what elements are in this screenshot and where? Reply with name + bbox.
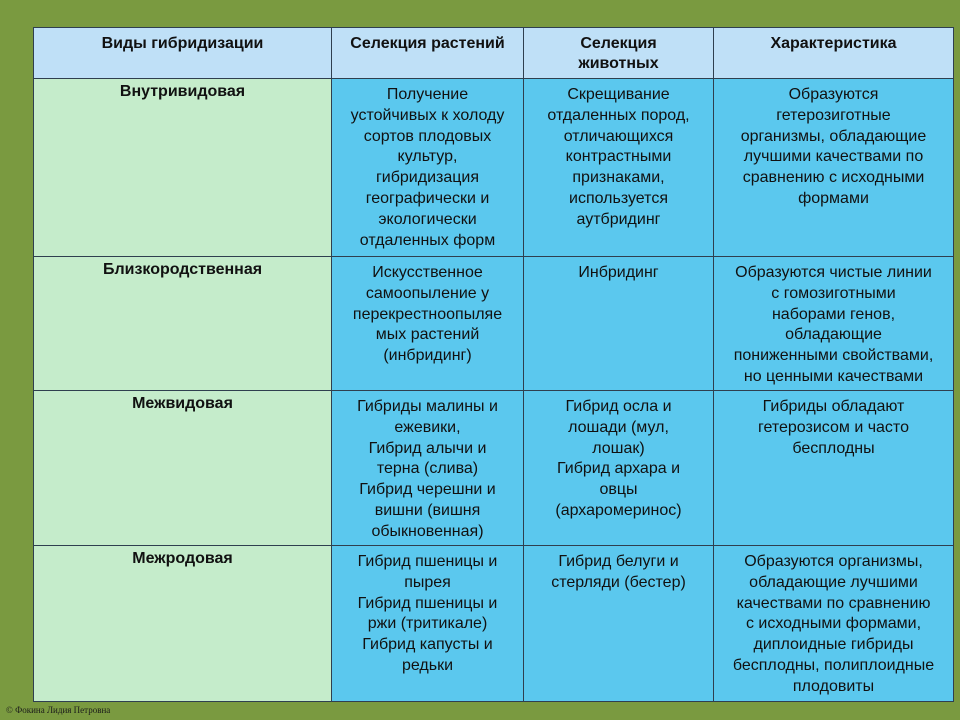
header-row [34,28,954,79]
animal-cell: Инбридинг [524,257,714,391]
animal-cell: Скрещивание отдаленных пород, отличающихся контрастными признаками, используется аутбридинг [524,79,714,257]
animal-cell: Гибрид белуги и стерляди (бестер) [524,546,714,702]
plant-cell: Гибрид пшеницы и пырея Гибрид пшеницы и ржи (тритикале) Гибрид капусты и редьки [332,546,524,702]
table-row [34,391,954,546]
header-plant-selection: Селекция растений [332,28,524,79]
header-hybridization-types: Виды гибридизации [34,28,332,79]
header-animal-selection: Селекция животных [524,28,714,79]
header-characteristic: Характеристика [714,28,954,79]
table-row [34,546,954,702]
hybridization-table [33,27,954,702]
row-label: Межродовая [34,546,332,702]
row-label: Внутривидовая [34,79,332,257]
characteristic-cell: Образуются организмы, обладающие лучшими качествами по сравнению с исходными формами, диплоидные гибриды бесплодны, полиплоидные плодовиты [714,546,954,702]
plant-cell: Искусственное самоопыление у перекрестноопыляе мых растений (инбридинг) [332,257,524,391]
row-label: Межвидовая [34,391,332,546]
row-label: Близкородственная [34,257,332,391]
characteristic-cell: Образуются чистые линии с гомозиготными наборами генов, обладающие пониженными свойствами, но ценными качествами [714,257,954,391]
plant-cell: Гибриды малины и ежевики, Гибрид алычи и терна (слива) Гибрид черешни и вишни (вишня обыкновенная) [332,391,524,546]
copyright-credit: © Фокина Лидия Петровна [6,705,111,715]
plant-cell: Получение устойчивых к холоду сортов плодовых культур, гибридизация географически и экологически отдаленных форм [332,79,524,257]
characteristic-cell: Гибриды обладают гетерозисом и часто бесплодны [714,391,954,546]
table-row [34,79,954,257]
animal-cell: Гибрид осла и лошади (мул, лошак) Гибрид архара и овцы (архаромеринос) [524,391,714,546]
characteristic-cell: Образуются гетерозиготные организмы, обладающие лучшими качествами по сравнению с исходными формами [714,79,954,257]
table-row [34,257,954,391]
